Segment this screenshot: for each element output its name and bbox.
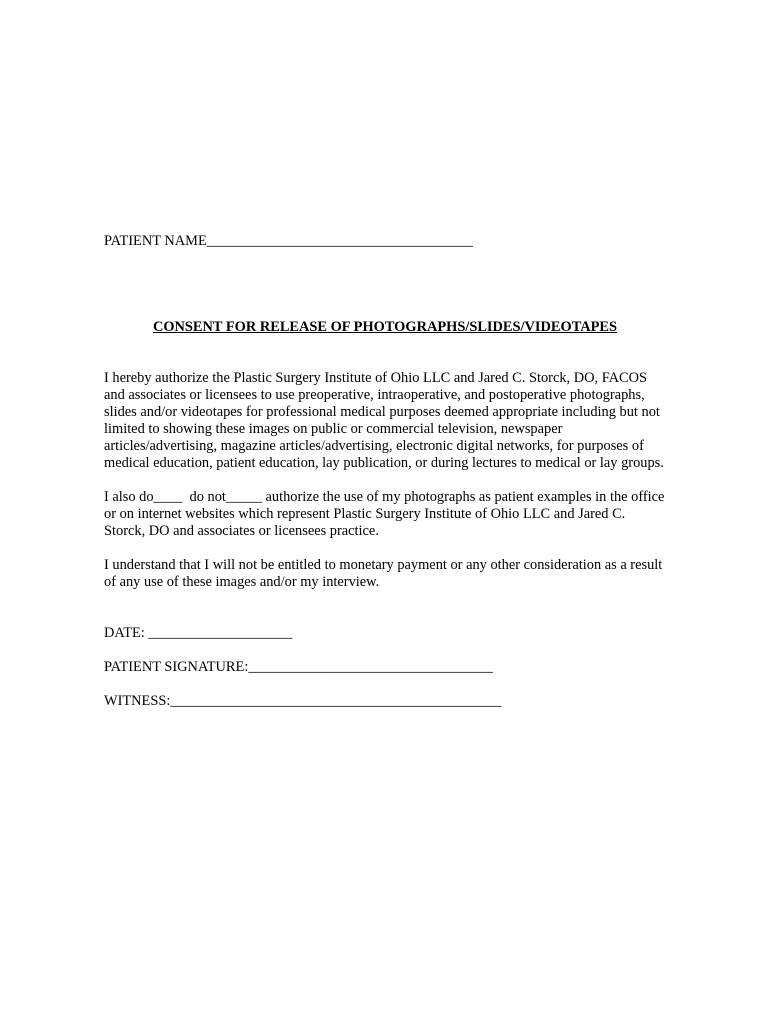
paragraph-line: articles/advertising, magazine articles/advertising, electronic digital networks, for purposes of — [104, 438, 644, 454]
authorization-paragraph — [104, 370, 674, 472]
paragraph-line: limited to showing these images on public or commercial television, newspaper — [104, 421, 563, 437]
paragraph-line: and associates or licensees to use preoperative, intraoperative, and postoperative photographs, — [104, 387, 645, 403]
paragraph-line: I understand that I will not be entitled to monetary payment or any other consideration as a result — [104, 557, 663, 573]
witness-field[interactable]: WITNESS:______________________________________________ — [104, 693, 502, 709]
date-field[interactable]: DATE: ____________________ — [104, 625, 293, 641]
paragraph-line: or on internet websites which represent Plastic Surgery Institute of Ohio LLC and Jared C. — [104, 506, 626, 522]
form-title: CONSENT FOR RELEASE OF PHOTOGRAPHS/SLIDES/VIDEOTAPES — [152, 319, 618, 335]
patient-signature-field[interactable]: PATIENT SIGNATURE:__________________________________ — [104, 659, 493, 675]
paragraph-line: slides and/or videotapes for professional medical purposes deemed appropriate including but not — [104, 404, 660, 420]
paragraph-line: medical education, patient education, lay publication, or during lectures to medical or lay groups. — [104, 455, 664, 471]
payment-paragraph — [104, 557, 674, 591]
paragraph-line: Storck, DO and associates or licensees practice. — [104, 523, 379, 539]
paragraph-line: of any use of these images and/or my interview. — [104, 574, 380, 590]
paragraph-line[interactable]: I also do____ do not_____ authorize the use of my photographs as patient examples in the office — [104, 489, 665, 505]
patient-name-field[interactable]: PATIENT NAME_____________________________________ — [104, 233, 473, 249]
paragraph-line: I hereby authorize the Plastic Surgery Institute of Ohio LLC and Jared C. Storck, DO, FACOS — [104, 370, 648, 386]
website-use-paragraph — [104, 489, 674, 540]
